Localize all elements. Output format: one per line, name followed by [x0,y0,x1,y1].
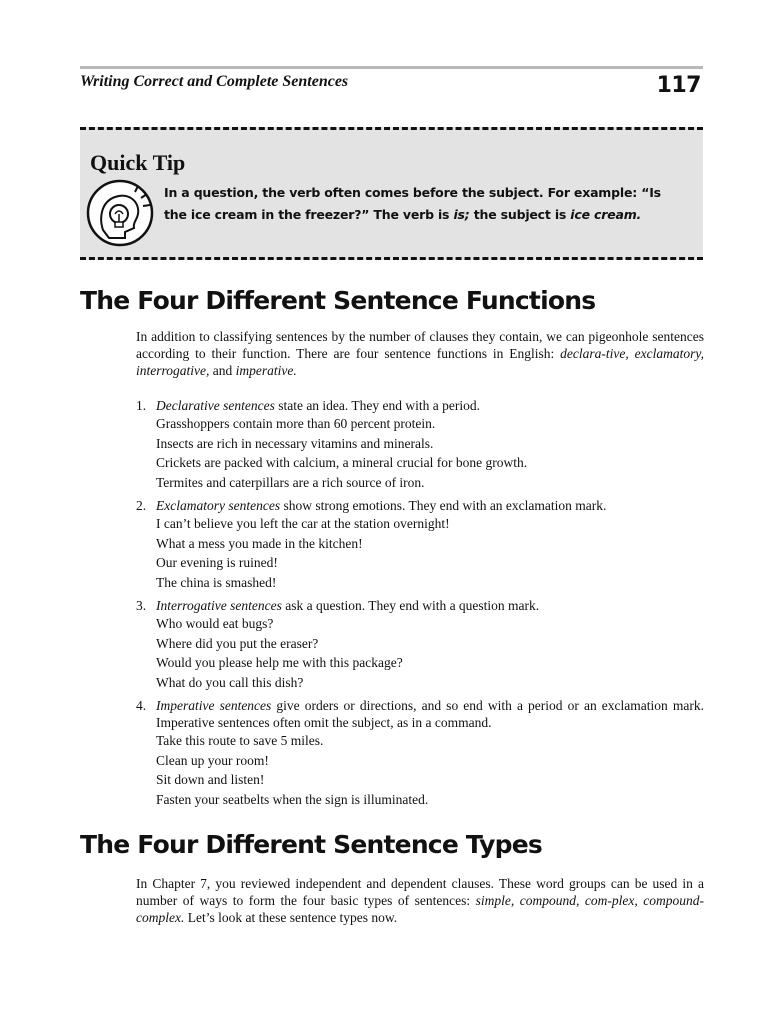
sentence-term: Imperative sentences [156,698,272,713]
example-sentence: Sit down and listen! [156,772,265,787]
example-sentence: Fasten your seatbelts when the sign is illuminated. [156,791,429,807]
list-item [136,397,704,492]
example-sentence: Grasshoppers contain more than 60 percent protein. [156,416,436,431]
section-heading-functions: The Four Different Sentence Functions [80,286,596,315]
example-sentence: Termites and caterpillars are a rich source of iron. [156,474,425,490]
example-sentence: The china is smashed! [156,574,277,590]
types-intro: In Chapter 7, you reviewed independent and dependent clauses. These word groups can be used in a number of ways to form the four basic types of sentences: simple, compound, com-plex, compound-complex. Let’s look at these sentence types now. [136,876,704,925]
example-sentence: Crickets are packed with calcium, a mineral crucial for bone growth. [156,455,528,470]
list-item-definition: Exclamatory sentences show strong emotions. They end with an exclamation mark. [156,498,607,513]
list-number: 1. [136,398,147,413]
example-sentence: Would you please help me with this package? [156,655,403,670]
list-number: 4. [136,698,147,713]
example-sentence: Insects are rich in necessary vitamins and minerals. [156,435,434,451]
functions-list [136,397,704,814]
list-item-definition: Imperative sentences give orders or directions, and so end with a period or an exclamation mark. Imperative sentences often omit the subject, as in a command. [156,698,704,730]
page-number: 117 [656,73,701,98]
example-sentence: What a mess you made in the kitchen! [156,535,363,551]
quick-tip-text: In a question, the verb often comes before the subject. For example: “Is the ice cream in the freezer?” The verb is is; the subject is ice cream. [164,185,661,222]
verb-word: is; [453,207,470,222]
sentence-term: Interrogative sentences [156,598,282,613]
example-sentence: Who would eat bugs? [156,616,274,631]
example-sentence: Clean up your room! [156,752,269,768]
quick-tip-box [80,127,703,260]
list-item [136,497,704,592]
lightbulb-head-icon [85,178,155,248]
list-item [136,597,704,692]
sentence-term: Declarative sentences [156,398,275,413]
section-heading-types: The Four Different Sentence Types [80,830,543,859]
example-sentence: What do you call this dish? [156,674,304,690]
example-sentence: Our evening is ruined! [156,555,278,570]
list-number: 2. [136,498,147,513]
sentence-term: Exclamatory sentences [156,498,281,513]
functions-intro: In addition to classifying sentences by the number of clauses they contain, we can pigeonhole sentences according to their function. There are four sentence functions in English: declara-tive, exclamatory, interrogative, and imperative. [136,329,705,378]
running-header [80,66,703,103]
example-sentence: I can’t believe you left the car at the station overnight! [156,516,450,531]
list-item-definition: Interrogative sentences ask a question. They end with a question mark. [156,598,540,613]
list-item-definition: Declarative sentences state an idea. They end with a period. [156,398,481,413]
list-number: 3. [136,598,147,613]
list-item [136,697,704,809]
running-title: Writing Correct and Complete Sentences [80,73,349,90]
example-sentence: Where did you put the eraser? [156,635,319,651]
example-sentence: Take this route to save 5 miles. [156,733,324,748]
subject-word: ice cream. [570,207,642,222]
quick-tip-title: Quick Tip [90,150,186,175]
